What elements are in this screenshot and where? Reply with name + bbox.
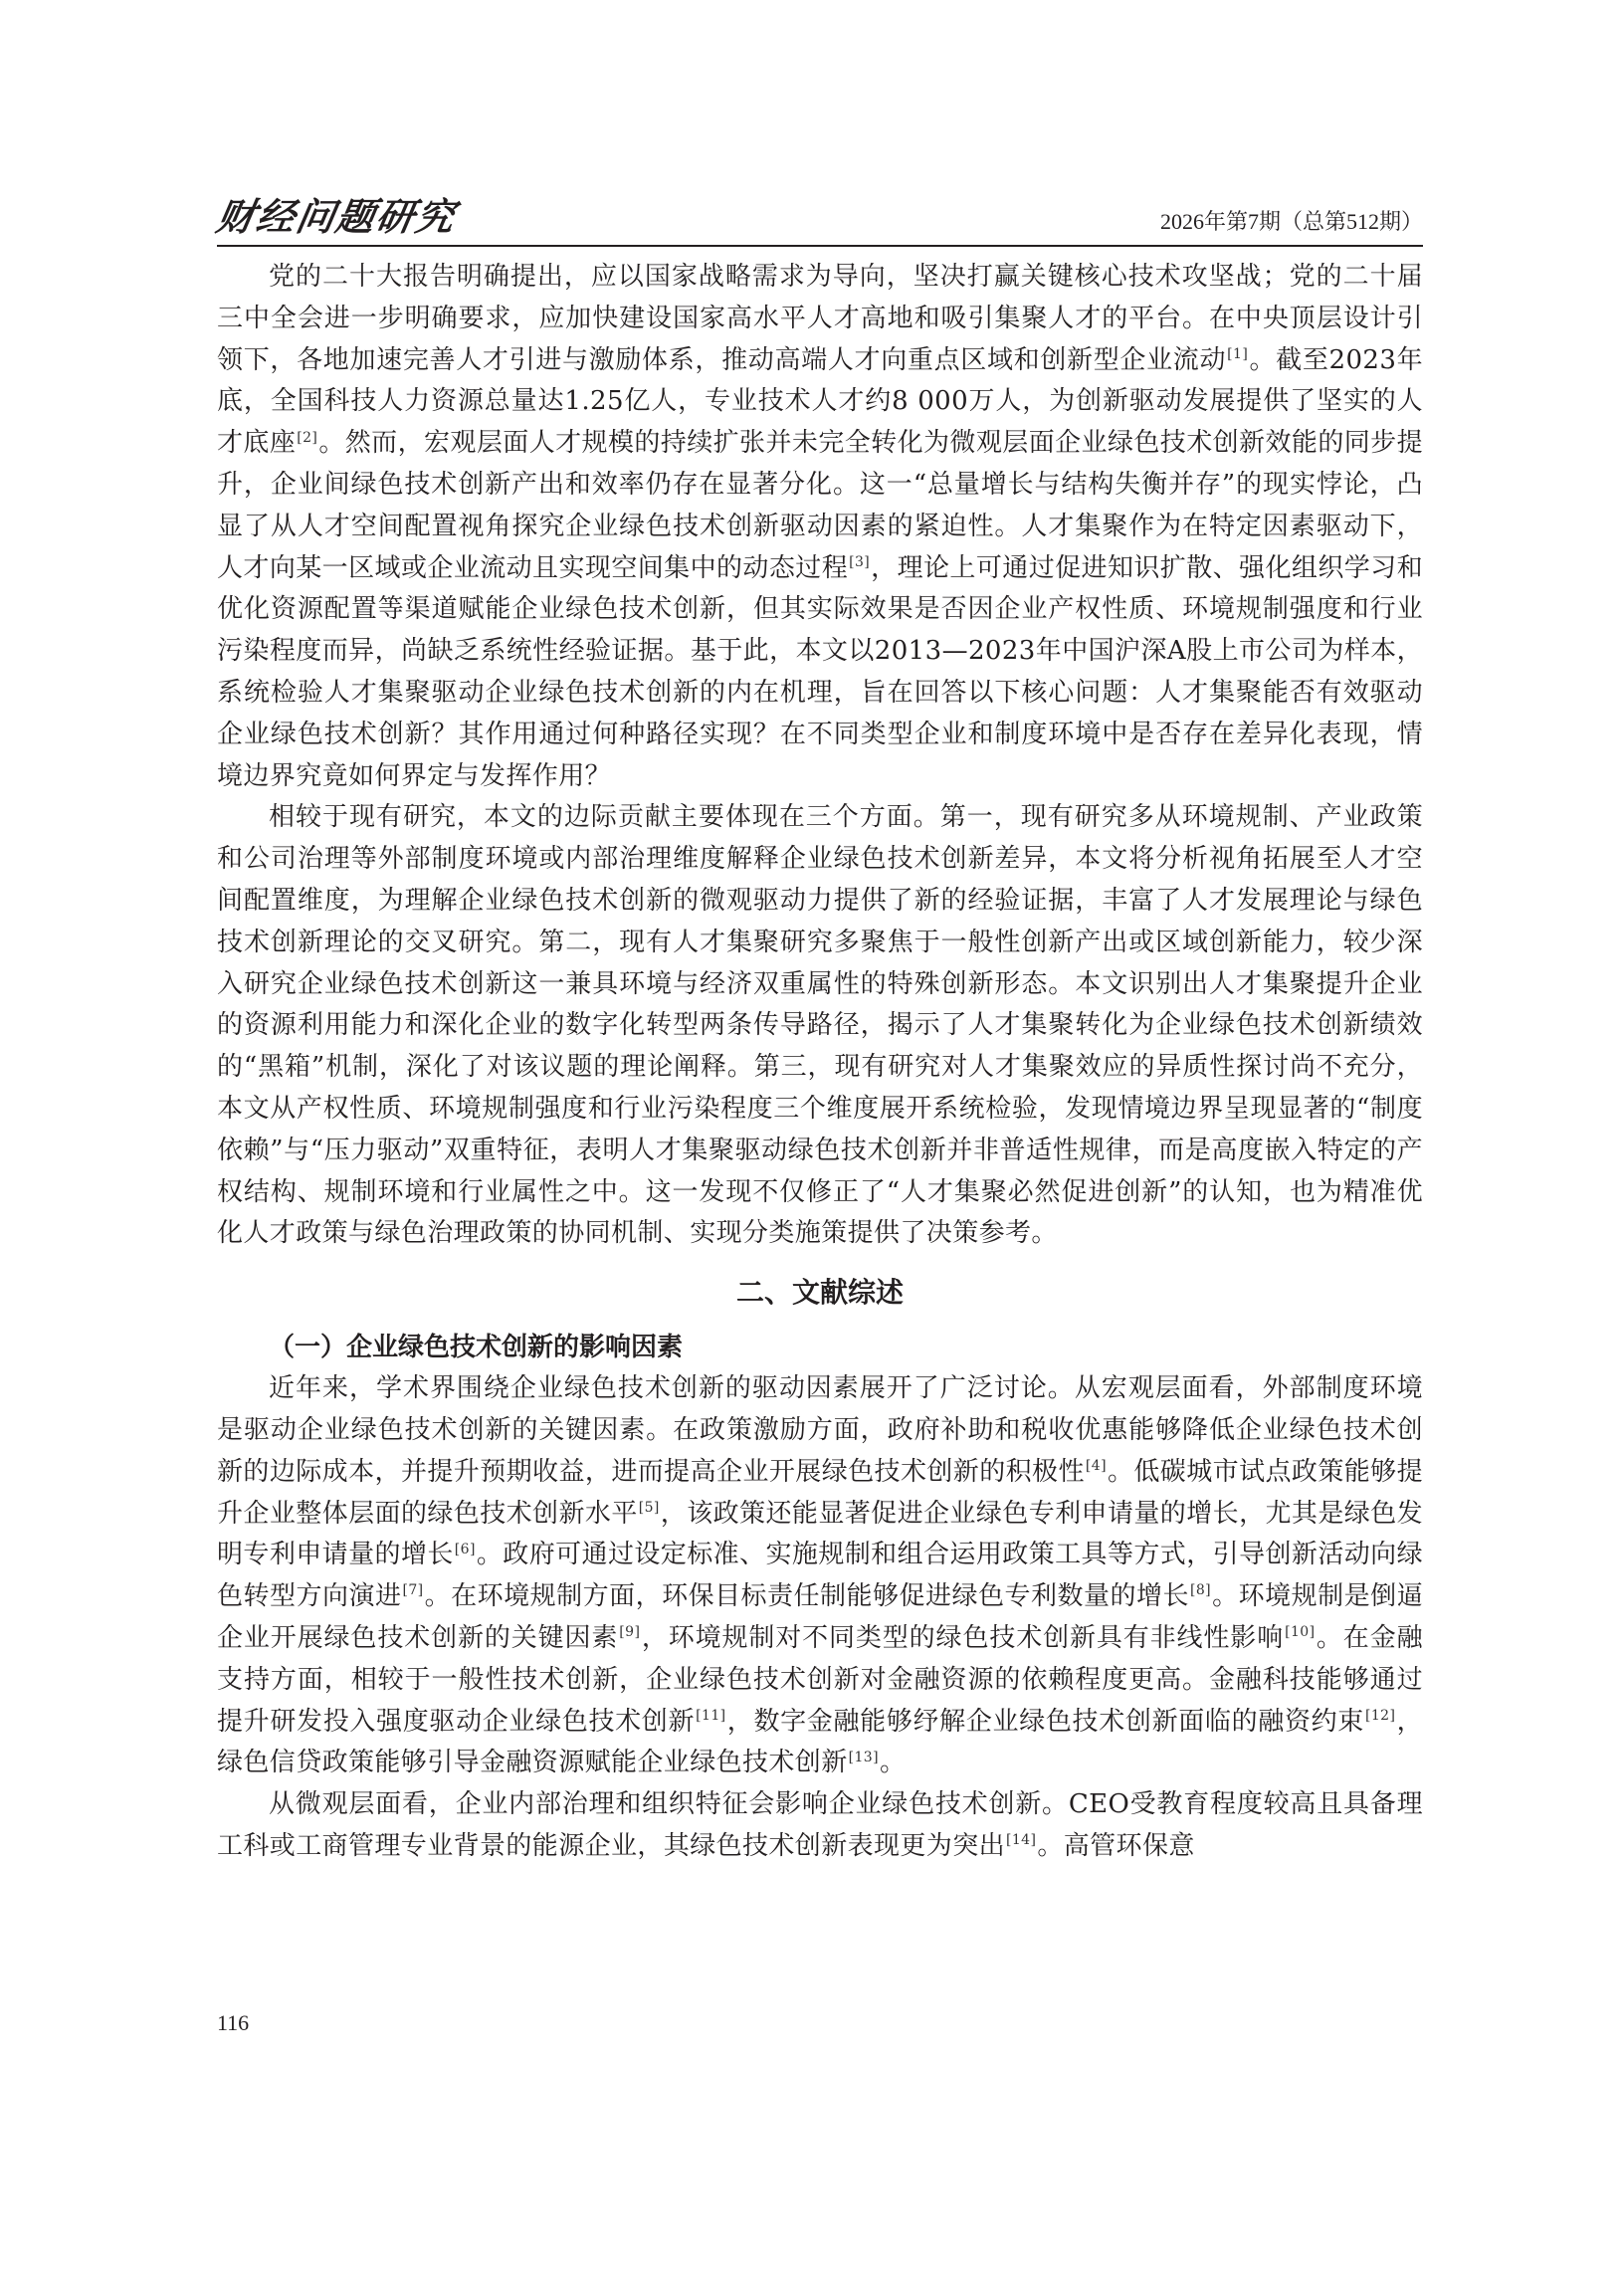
sub-heading: （一）企业绿色技术创新的影响因素: [269, 1333, 684, 1363]
paragraph-text: 。在金融支持方面，相较于一般性技术创新，企业绿色技术创新对金融资源的依赖程度更高。金融科技能够通过提升研发投入强度驱动企业绿色技术创新: [217, 1622, 1423, 1737]
issue-info: 2026年第7期（总第512期）: [1159, 209, 1423, 234]
paragraph-text: 近年来，学术界围绕企业绿色技术创新的驱动因素展开了广泛讨论。从宏观层面看，外部制度环境是驱动企业绿色技术创新的关键因素。在政策激励方面，政府补助和税收优惠能够降低企业绿色技术创新的边际成本，并提升预期收益，进而提高企业开展绿色技术创新的积极性: [217, 1373, 1423, 1487]
citation-marker: [12]: [1364, 1707, 1396, 1724]
paragraph-text: ，该政策还能显著促进企业绿色专利申请量的增长，尤其是绿色发明专利申请量的增长: [217, 1498, 1423, 1570]
paragraph: [217, 1784, 1423, 1868]
section-heading: 二、文献综述: [735, 1276, 904, 1310]
citation-marker: [2]: [297, 429, 318, 446]
paragraph-text: 从微观层面看，企业内部治理和组织特征会影响企业绿色技术创新。CEO受教育程度较高且具备理工科或工商管理专业背景的能源企业，其绿色技术创新表现更为突出: [217, 1789, 1423, 1861]
paragraph-text: 。然而，宏观层面人才规模的持续扩张并未完全转化为微观层面企业绿色技术创新效能的同步提升，企业间绿色技术创新产出和效率仍存在显著分化。这一“总量增长与结构失衡并存”的现实悖论，凸显了从人才空间配置视角探究企业绿色技术创新驱动因素的紧迫性。人才集聚作为在特定因素驱动下，人才向某一区域或企业流动且实现空间集中的动态过程: [217, 428, 1423, 583]
citation-marker: [8]: [1190, 1582, 1212, 1599]
page-number: 116: [217, 2010, 250, 2035]
paragraph-text: 。环境规制是倒逼企业开展绿色技术创新的关键因素: [217, 1581, 1423, 1653]
paragraph-text: 党的二十大报告明确提出，应以国家战略需求为导向，坚决打赢关键核心技术攻坚战；党的二十届三中全会进一步明确要求，应加快建设国家高水平人才高地和吸引集聚人才的平台。在中央顶层设计引领下，各地加速完善人才引进与激励体系，推动高端人才向重点区域和创新型企业流动: [217, 262, 1423, 375]
paragraph: [217, 797, 1423, 1255]
paragraph-text: 。截至2023年底，全国科技人力资源总量达1.25亿人，专业技术人才约8 000万人，为创新驱动发展提供了坚实的人才底座: [217, 344, 1423, 459]
citation-marker: [14]: [1006, 1832, 1037, 1849]
intro-paragraphs: [217, 257, 1423, 1255]
paragraph-text: ，理论上可通过促进知识扩散、强化组织学习和优化资源配置等渠道赋能企业绿色技术创新，但其实际效果是否因企业产权性质、环境规制强度和行业污染程度而异，尚缺乏系统性经验证据。基于此，本文以2013—2023年中国沪深A股上市公司为样本，系统检验人才集聚驱动企业绿色技术创新的内在机理，旨在回答以下核心问题：人才集聚能否有效驱动企业绿色技术创新？其作用通过何种路径实现？在不同类型企业和制度环境中是否存在差异化表现，情境边界究竟如何界定与发挥作用？: [217, 552, 1423, 791]
citation-marker: [7]: [402, 1582, 424, 1599]
paragraph-text: 。低碳城市试点政策能够提升企业整体层面的绿色技术创新水平: [217, 1456, 1423, 1529]
citation-marker: [5]: [638, 1499, 660, 1516]
paragraph-text: 。政府可通过设定标准、实施规制和组合运用政策工具等方式，引导创新活动向绿色转型方向演进: [217, 1540, 1423, 1612]
paragraph-text: 相较于现有研究，本文的边际贡献主要体现在三个方面。第一，现有研究多从环境规制、产业政策和公司治理等外部制度环境或内部治理维度解释企业绿色技术创新差异，本文将分析视角拓展至人才空间配置维度，为理解企业绿色技术创新的微观驱动力提供了新的经验证据，丰富了人才发展理论与绿色技术创新理论的交叉研究。第二，现有人才集聚研究多聚焦于一般性创新产出或区域创新能力，较少深入研究企业绿色技术创新这一兼具环境与经济双重属性的特殊创新形态。本文识别出人才集聚提升企业的资源利用能力和深化企业的数字化转型两条传导路径，揭示了人才集聚转化为企业绿色技术创新绩效的“黑箱”机制，深化了对该议题的理论阐释。第三，现有研究对人才集聚效应的异质性探讨尚不充分，本文从产权性质、环境规制强度和行业污染程度三个维度展开系统检验，发现情境边界呈现显著的“制度依赖”与“压力驱动”双重特征，表明人才集聚驱动绿色技术创新并非普适性规律，而是高度嵌入特定的产权结构、规制环境和行业属性之中。这一发现不仅修正了“人才集聚必然促进创新”的认知，也为精准优化人才政策与绿色治理政策的协同机制、实现分类施策提供了决策参考。: [217, 802, 1423, 1249]
citation-marker: [3]: [849, 553, 871, 570]
citation-marker: [11]: [696, 1707, 726, 1724]
paragraph-text: 。: [879, 1748, 907, 1778]
review-paragraphs: [217, 1368, 1423, 1868]
journal-logo: 财经问题研究: [213, 194, 461, 239]
paragraph: [217, 257, 1423, 797]
citation-marker: [9]: [619, 1624, 641, 1641]
paragraph-text: ，数字金融能够纾解企业绿色技术创新面临的融资约束: [726, 1706, 1364, 1737]
page-header: [213, 194, 1423, 247]
paragraph-text: 。高管环保意: [1037, 1830, 1195, 1861]
paragraph-text: 。在环境规制方面，环保目标责任制能够促进绿色专利数量的增长: [424, 1581, 1189, 1612]
citation-marker: [4]: [1085, 1458, 1107, 1475]
article-body: [217, 257, 1423, 1868]
paragraph-text: ，环境规制对不同类型的绿色技术创新具有非线性影响: [641, 1622, 1285, 1653]
paragraph: [217, 1368, 1423, 1784]
citation-marker: [1]: [1227, 345, 1249, 362]
citation-marker: [13]: [848, 1749, 879, 1765]
paragraph-text: ，绿色信贷政策能够引导金融资源赋能企业绿色技术创新: [217, 1706, 1424, 1778]
citation-marker: [10]: [1285, 1624, 1316, 1641]
citation-marker: [6]: [454, 1541, 476, 1557]
